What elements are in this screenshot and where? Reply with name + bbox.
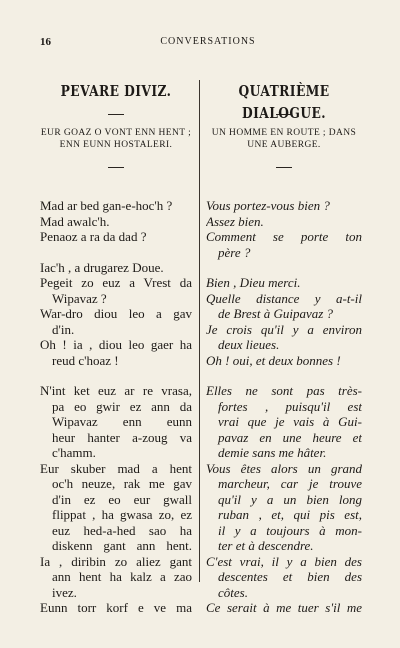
french-text-line: Vous êtes alors un grand [206, 460, 362, 476]
breton-column [40, 80, 192, 615]
french-text-line: Bien , Dieu merci. [206, 275, 301, 290]
breton-text-line: ann hent ha kalz a zao [52, 569, 192, 584]
breton-text-line: N'int ket euz ar re vrasa, [40, 383, 192, 398]
french-text-line: ter et à descendre. [218, 538, 314, 553]
breton-text-line: Eur skuber mad a hent [40, 460, 192, 476]
breton-text-line: heur hanter a-zoug va [52, 429, 192, 445]
french-subtitle [206, 127, 362, 153]
breton-text-line: c'hamm. [52, 445, 96, 460]
breton-text-line: ivez. [52, 584, 77, 600]
french-text-line: père ? [218, 244, 251, 260]
french-text-line: Quelle distance y a-t-il [206, 290, 362, 306]
french-subtitle-line: UN HOMME EN ROUTE ; DANS [211, 128, 357, 138]
breton-text-line: d'in. [52, 321, 75, 337]
french-text-line: côtes. [218, 584, 248, 600]
breton-text-line: Mad awalc'h. [40, 213, 110, 229]
breton-subtitle-line: EUR GOAZ O VONT ENN HENT ; [40, 128, 192, 138]
breton-subtitle-line: ENN EUNN HOSTALERI. [59, 140, 173, 150]
french-text-line: vrai que je vais à Gui- [218, 414, 362, 429]
french-text-line: demie sans me hâter. [218, 445, 327, 460]
breton-text-line: Pegeit zo euz a Vrest da [40, 275, 192, 290]
french-text-line: Ce serait à me tuer s'il me [206, 600, 362, 615]
french-text-line: fortes , puisqu'il est [218, 398, 362, 414]
page-number: 16 [40, 36, 51, 48]
french-text-line: Vous portez-vous bien ? [206, 198, 330, 213]
breton-text-line: reud c'hoaz ! [52, 352, 119, 368]
french-subtitle-line: UNE AUBERGE. [247, 140, 321, 150]
column-divider [199, 80, 200, 582]
breton-text-line: Ia , diribin zo aliez gant [40, 553, 192, 569]
breton-text-line: Wipavaz ? [52, 290, 107, 306]
breton-text-line: Penaoz a ra da dad ? [40, 229, 147, 244]
subtitle-rule [276, 167, 292, 168]
french-text-line: ruban , et, qui pis est, [218, 507, 362, 522]
running-head: CONVERSATIONS [160, 36, 256, 47]
breton-title: PEVARE DIVIZ. [60, 82, 172, 100]
french-text-line: deux lieues. [218, 337, 280, 352]
french-text-line: de Brest à Guipavaz ? [218, 306, 334, 321]
title-rule [108, 114, 124, 115]
breton-text-line: oc'h neuze, rak me gav [52, 476, 192, 491]
breton-text-line: d'in ez eo eur gwall [52, 491, 192, 507]
breton-text-line: diskenn gant ann hent. [52, 538, 192, 553]
french-text-line: descentes et bien des [218, 569, 362, 584]
french-text [206, 198, 362, 616]
breton-text-line: flippat , ha gwasa zo, ez [52, 507, 192, 522]
french-text-line: il y a toujours à mon- [218, 522, 362, 538]
french-column [206, 80, 362, 615]
french-text-line: marcheur, car je trouve [218, 476, 362, 491]
breton-text-line: euz hed-a-hed sao ha [52, 522, 192, 538]
french-text-line: Comment se porte ton [206, 229, 362, 244]
breton-text-line: Oh ! ia , diou leo gaer ha [40, 337, 192, 352]
breton-text-line: War-dro diou leo a gav [40, 306, 192, 321]
page-header [40, 36, 376, 50]
breton-subtitle [40, 127, 192, 153]
breton-text-line: Eunn torr korf e ve ma [40, 600, 192, 615]
french-text-line: qu'il y a un bien long [218, 491, 362, 507]
french-text-line: Elles ne sont pas très- [206, 383, 362, 398]
french-text-line: pavaz en une heure et [218, 429, 362, 445]
french-text-line: C'est vrai, il y a bien des [206, 553, 362, 569]
french-text-line: Assez bien. [206, 213, 264, 229]
breton-text-line: pa eo gwir ez ann da [52, 398, 192, 414]
breton-text-line: Wipavaz enn eunn [52, 414, 192, 429]
breton-text-line: Mad ar bed gan-e-hoc'h ? [40, 198, 173, 213]
french-title: QUATRIÈME DIALOGUE. [238, 82, 330, 122]
french-text-line: Oh ! oui, et deux bonnes ! [206, 352, 341, 368]
breton-text [40, 198, 192, 616]
french-text-line: Je crois qu'il y a environ [206, 321, 362, 337]
subtitle-rule [108, 167, 124, 168]
breton-text-line: Iac'h , a drugarez Doue. [40, 259, 164, 275]
